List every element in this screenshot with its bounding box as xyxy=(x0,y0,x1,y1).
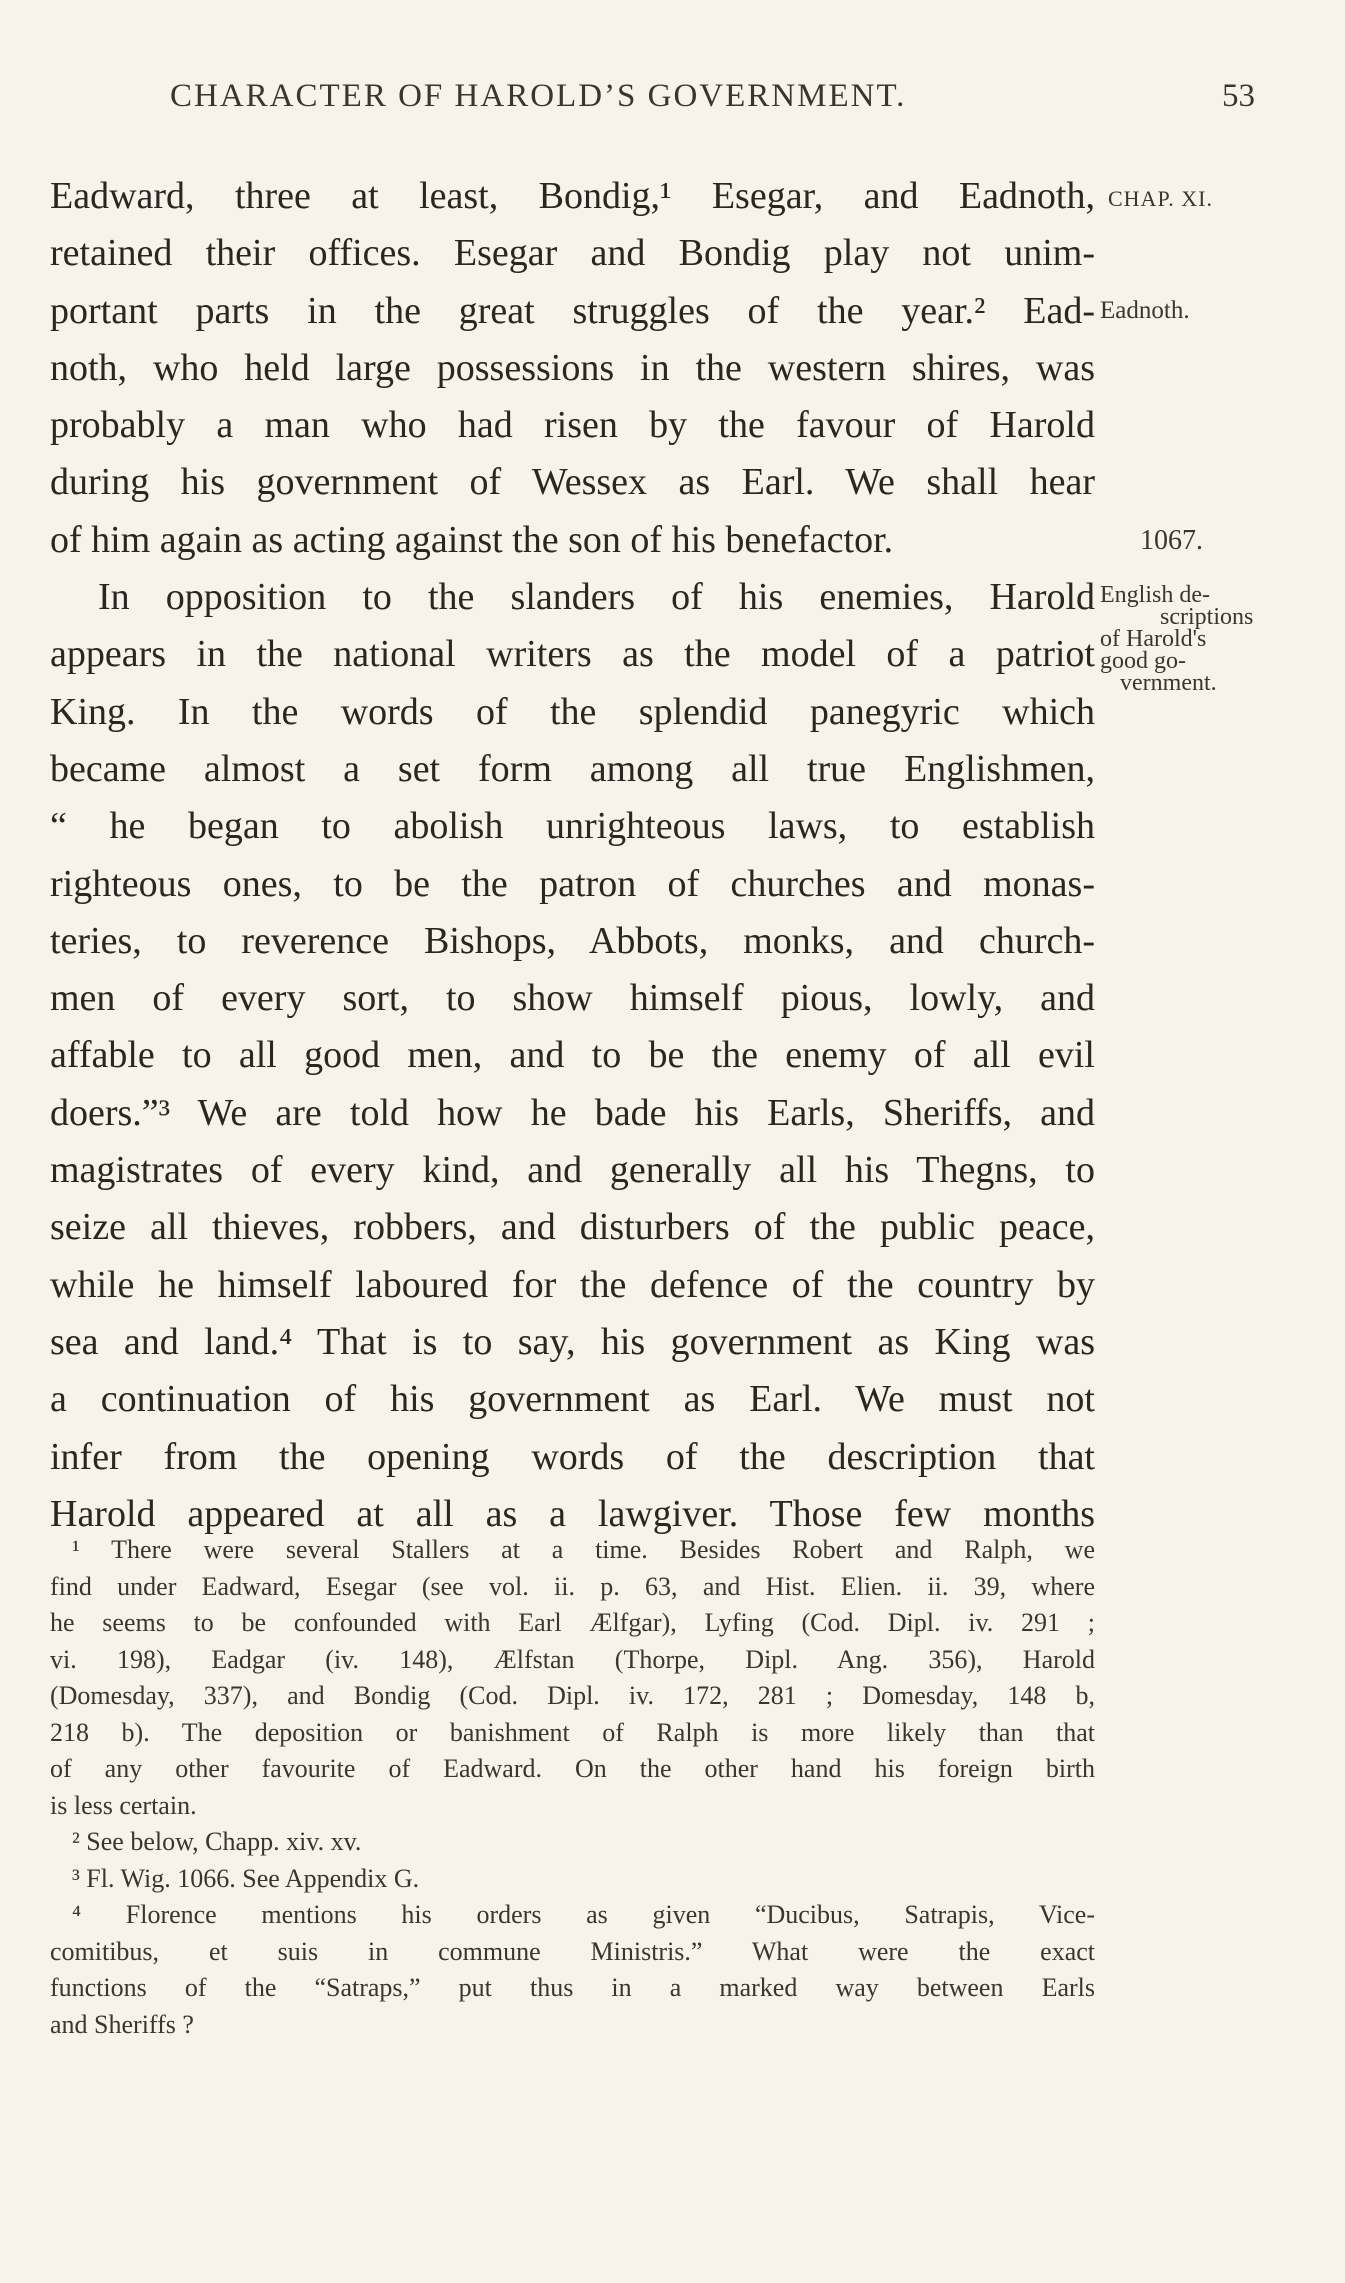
body-line: appears in the national writers as the model of a patriot xyxy=(50,633,1095,676)
body-line: a continuation of his government as Earl. We must not xyxy=(50,1378,1095,1421)
body-text xyxy=(50,168,1095,1543)
sidenote-line: vernment. xyxy=(1120,670,1217,696)
footnote-line: and Sheriffs ? xyxy=(50,2009,194,2039)
eadnoth-sidenote: Eadnoth. xyxy=(1100,297,1190,324)
footnote-line: ⁴ Florence mentions his orders as given “Ducibus, Satrapis, Vice- xyxy=(72,1900,1095,1929)
sidenote-line: good go- xyxy=(1100,648,1186,674)
footnote-line: is less certain. xyxy=(50,1790,197,1820)
body-line: infer from the opening words of the description that xyxy=(50,1435,1095,1478)
year-sidenote: 1067. xyxy=(1140,525,1203,556)
page-number: 53 xyxy=(1222,78,1255,114)
body-line: seize all thieves, robbers, and disturbers of the public peace, xyxy=(50,1206,1095,1249)
body-line: “ he began to abolish unrighteous laws, to establish xyxy=(50,805,1095,848)
body-line: King. In the words of the splendid panegyric which xyxy=(50,690,1095,733)
chapter-sidenote: CHAP. XI. xyxy=(1108,186,1213,211)
footnote-line: ¹ There were several Stallers at a time. Besides Robert and Ralph, we xyxy=(72,1535,1095,1564)
body-line: portant parts in the great struggles of the year.² Ead- xyxy=(50,289,1095,332)
body-line: Eadward, three at least, Bondig,¹ Esegar, and Eadnoth, xyxy=(50,175,1095,217)
english-descriptions-sidenote xyxy=(1100,584,1253,694)
body-line: of him again as acting against the son of his benefactor. xyxy=(50,518,894,561)
body-line: while he himself laboured for the defence of the country by xyxy=(50,1263,1095,1306)
footnote-line: he seems to be confounded with Earl Ælfgar), Lyfing (Cod. Dipl. iv. 291 ; xyxy=(50,1608,1095,1637)
footnote-line: vi. 198), Eadgar (iv. 148), Ælfstan (Thorpe, Dipl. Ang. 356), Harold xyxy=(50,1644,1095,1674)
body-line: Harold appeared at all as a lawgiver. Those few months xyxy=(50,1492,1095,1535)
sidenote-line: scriptions xyxy=(1160,604,1254,630)
body-line: probably a man who had risen by the favour of Harold xyxy=(50,404,1095,447)
footnote-line: comitibus, et suis in commune Ministris.” What were the exact xyxy=(50,1936,1095,1966)
body-line: righteous ones, to be the patron of churches and monas- xyxy=(50,862,1095,905)
footnote-line: 218 b). The deposition or banishment of Ralph is more likely than that xyxy=(50,1717,1095,1747)
sidenote-line: of Harold's xyxy=(1100,626,1207,652)
footnote-line: find under Eadward, Esegar (see vol. ii. p. 63, and Hist. Elien. ii. 39, where xyxy=(50,1571,1095,1601)
body-line: retained their offices. Esegar and Bondig play not unim- xyxy=(50,232,1095,275)
sidenote-line: English de- xyxy=(1100,582,1210,608)
body-line: became almost a set form among all true Englishmen, xyxy=(50,747,1095,790)
body-line: sea and land.⁴ That is to say, his government as King was xyxy=(50,1320,1095,1363)
body-line: doers.”³ We are told how he bade his Earls, Sheriffs, and xyxy=(50,1091,1095,1134)
footnote-line: ³ Fl. Wig. 1066. See Appendix G. xyxy=(72,1863,420,1893)
body-line: magistrates of every kind, and generally all his Thegns, to xyxy=(50,1149,1095,1192)
footnote-line: ² See below, Chapp. xiv. xv. xyxy=(72,1827,362,1856)
body-line: noth, who held large possessions in the western shires, was xyxy=(50,346,1095,389)
footnotes xyxy=(50,1532,1095,2043)
footnote-line: of any other favourite of Eadward. On the other hand his foreign birth xyxy=(50,1754,1095,1783)
running-head xyxy=(50,78,1255,122)
body-line: during his government of Wessex as Earl. We shall hear xyxy=(50,461,1095,504)
footnote-line: functions of the “Satraps,” put thus in a marked way between Earls xyxy=(50,1973,1095,2002)
body-line: affable to all good men, and to be the enemy of all evil xyxy=(50,1034,1095,1077)
body-line: teries, to reverence Bishops, Abbots, monks, and church- xyxy=(50,919,1095,962)
body-line: In opposition to the slanders of his enemies, Harold xyxy=(98,576,1095,619)
body-line: men of every sort, to show himself pious, lowly, and xyxy=(50,977,1095,1020)
running-title: CHARACTER OF HAROLD’S GOVERNMENT. xyxy=(170,78,907,114)
footnote-line: (Domesday, 337), and Bondig (Cod. Dipl. iv. 172, 281 ; Domesday, 148 b, xyxy=(50,1681,1095,1710)
